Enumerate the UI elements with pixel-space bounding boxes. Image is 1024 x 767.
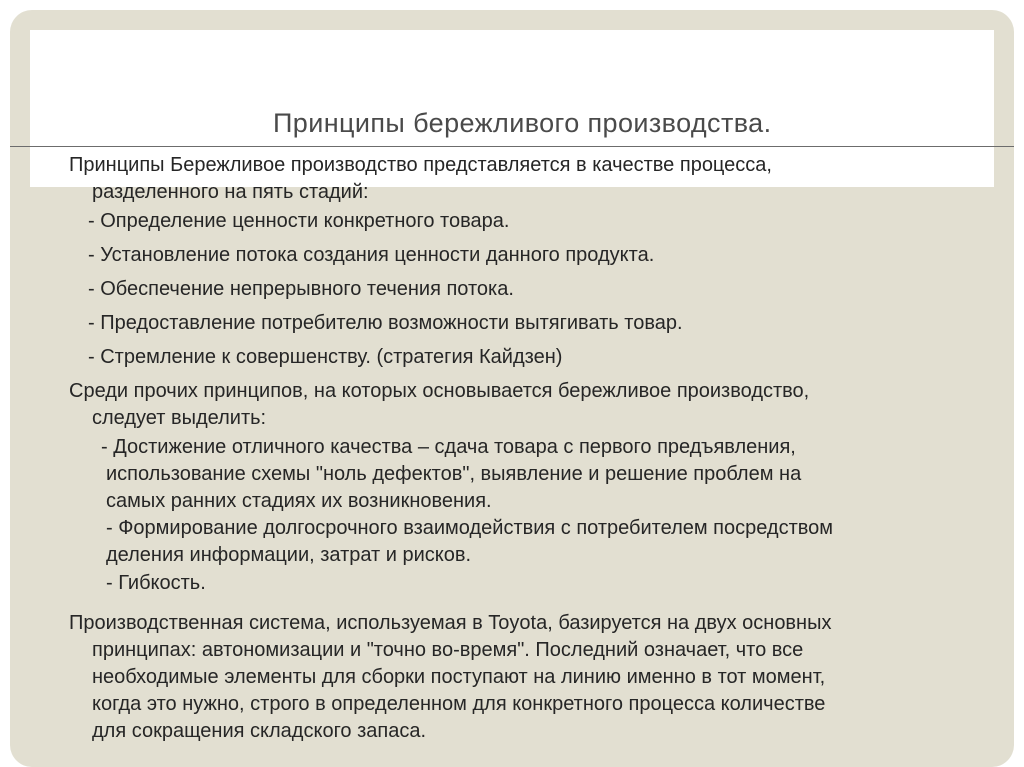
- text-line: для сокращения складского запаса.: [92, 720, 427, 742]
- text-line: Среди прочих принципов, на которых основывается бережливое производство,: [69, 380, 810, 402]
- text-line: - Достижение отличного качества – сдача товара с первого предъявления,: [101, 436, 796, 458]
- paragraph: [10, 570, 910, 597]
- text-line: самых ранних стадиях их возникновения.: [106, 490, 492, 512]
- text-line: необходимые элементы для сборки поступают на линию именно в тот момент,: [92, 666, 826, 688]
- slide: [10, 10, 1014, 767]
- text-line: принципах: автономизации и "точно во-время". Последний означает, что все: [92, 639, 804, 661]
- paragraph: [10, 378, 910, 432]
- paragraph: [10, 310, 910, 337]
- text-line: следует выделить:: [92, 407, 267, 429]
- text-line: деления информации, затрат и рисков.: [106, 544, 472, 566]
- text-line: использование схемы "ноль дефектов", выявление и решение проблем на: [106, 463, 802, 485]
- text-line: когда это нужно, строго в определенном для конкретного процесса количестве: [92, 693, 826, 715]
- text-line: - Обеспечение непрерывного течения потока.: [88, 278, 514, 300]
- paragraph: [10, 515, 910, 569]
- paragraph: [10, 242, 910, 269]
- paragraph: [10, 344, 910, 371]
- text-line: - Формирование долгосрочного взаимодействия с потребителем посредством: [106, 517, 834, 539]
- text-line: - Определение ценности конкретного товара.: [88, 210, 510, 232]
- paragraph: [10, 276, 910, 303]
- slide-title: Принципы бережливого производства.: [273, 108, 772, 138]
- paragraph: [10, 208, 910, 235]
- text-line: - Стремление к совершенству. (стратегия Кайдзен): [88, 346, 563, 368]
- text-line: - Гибкость.: [106, 572, 206, 594]
- text-line: разделенного на пять стадий:: [92, 181, 369, 203]
- title-divider: [10, 146, 1014, 147]
- text-line: Производственная система, используемая в Toyota, базируется на двух основных: [69, 612, 832, 634]
- text-line: Принципы Бережливое производство представляется в качестве процесса,: [69, 154, 772, 176]
- paragraph: [10, 610, 910, 745]
- text-line: - Предоставление потребителю возможности вытягивать товар.: [88, 312, 683, 334]
- text-line: - Установление потока создания ценности данного продукта.: [88, 244, 655, 266]
- paragraph: [10, 152, 910, 206]
- paragraph: [10, 434, 910, 515]
